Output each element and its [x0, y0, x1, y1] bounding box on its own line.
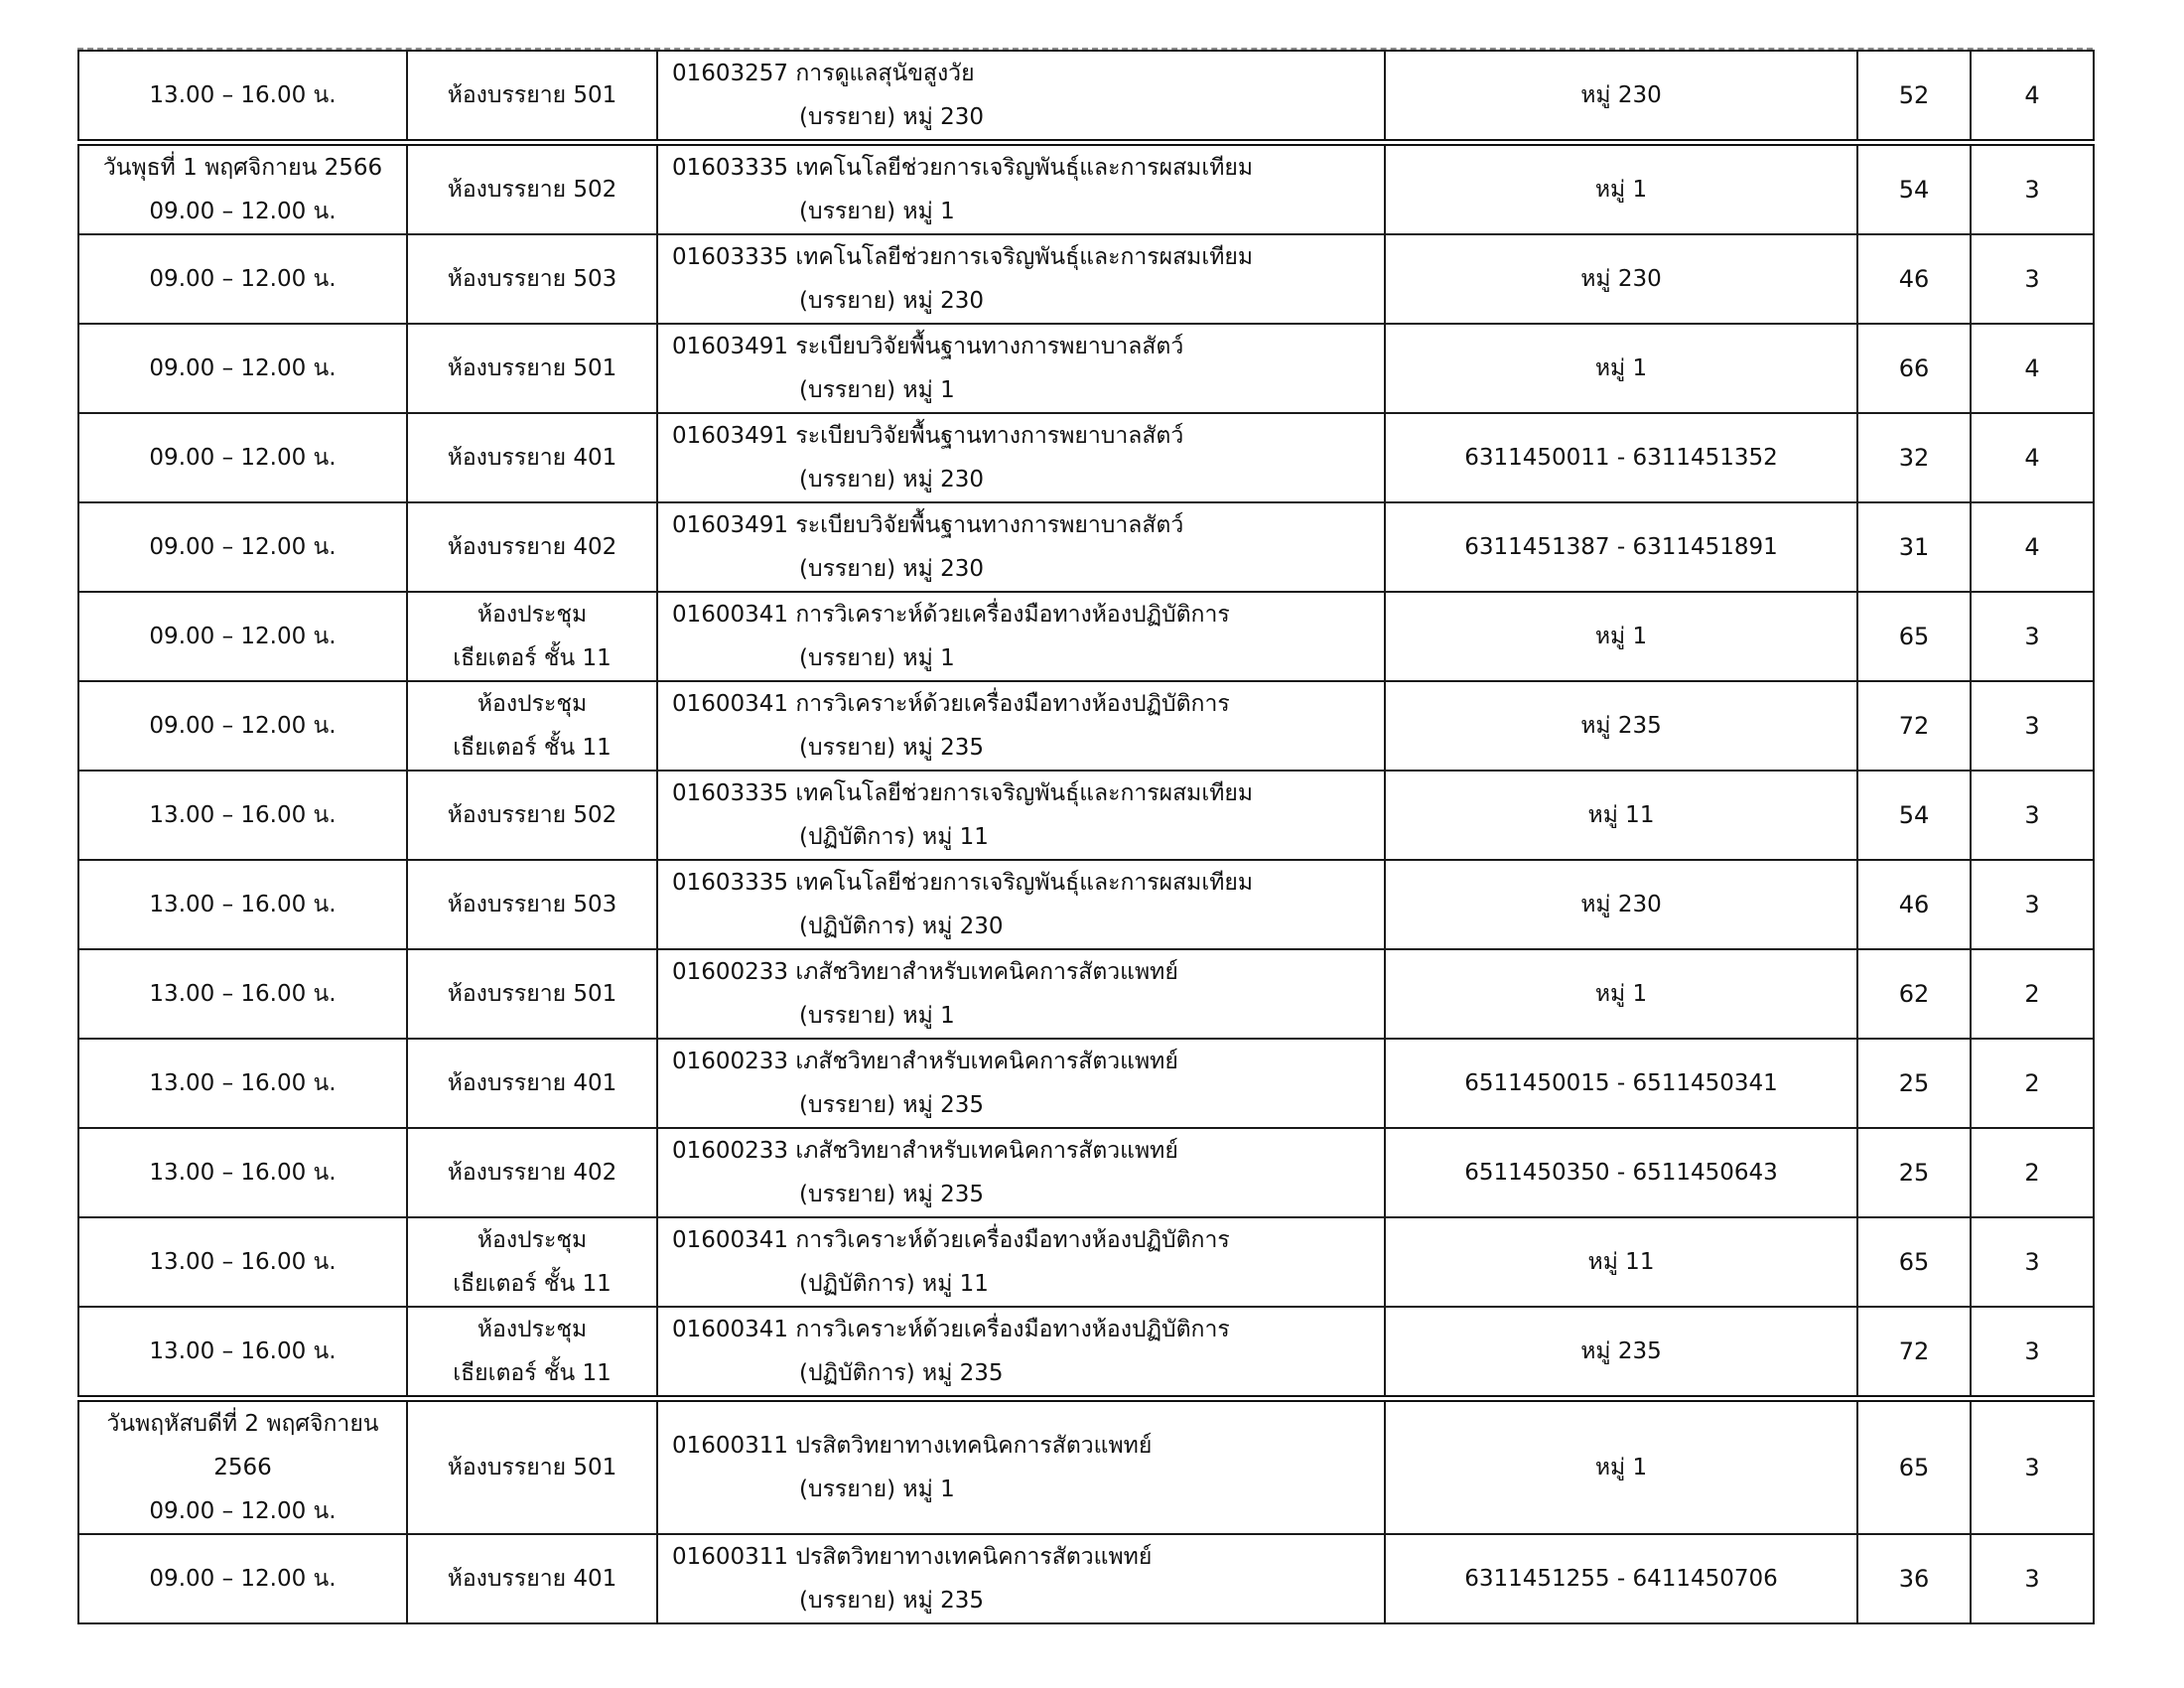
student-group-cell: หมู่ 11: [1385, 771, 1857, 860]
credit-cell: 2: [1971, 1039, 2094, 1128]
credit-cell: 3: [1971, 860, 2094, 949]
student-count-cell: 54: [1857, 143, 1971, 235]
course-code-title: 01600233 เภสัชวิทยาสำหรับเทคนิคการสัตวแพทย์: [672, 959, 1178, 985]
course-section: (ปฏิบัติการ) หมู่ 11: [799, 824, 989, 850]
time-slot: 13.00 – 16.00 น.: [149, 802, 337, 828]
room-name: ห้องบรรยาย 401: [447, 1566, 617, 1592]
time-slot: 13.00 – 16.00 น.: [149, 1249, 337, 1275]
course-cell: [657, 324, 1385, 413]
course-code-title: 01600233 เภสัชวิทยาสำหรับเทคนิคการสัตวแพทย์: [672, 1049, 1178, 1074]
exam-day-label: วันพุธที่ 1 พฤศจิกายน 2566: [102, 155, 383, 181]
date-time-cell: [78, 324, 407, 413]
course-code-title: 01600311 ปรสิตวิทยาทางเทคนิคการสัตวแพทย์: [672, 1433, 1153, 1459]
room-cell: [407, 1039, 657, 1128]
room-name: เธียเตอร์ ชั้น 11: [453, 645, 612, 671]
room-name: เธียเตอร์ ชั้น 11: [453, 735, 612, 761]
room-name: ห้องบรรยาย 401: [447, 1070, 617, 1096]
time-slot: 13.00 – 16.00 น.: [149, 82, 337, 108]
course-section: (ปฏิบัติการ) หมู่ 11: [799, 1271, 989, 1297]
course-section: (บรรยาย) หมู่ 235: [799, 1588, 984, 1614]
course-cell: [657, 51, 1385, 143]
room-cell: [407, 502, 657, 592]
room-name: ห้องประชุม: [477, 1227, 588, 1253]
credit-cell: 2: [1971, 949, 2094, 1039]
student-count-cell: 25: [1857, 1128, 1971, 1217]
student-group-cell: หมู่ 235: [1385, 1307, 1857, 1399]
course-cell: [657, 1307, 1385, 1399]
date-time-cell: [78, 1399, 407, 1535]
course-cell: [657, 502, 1385, 592]
student-group-cell: หมู่ 11: [1385, 1217, 1857, 1307]
exam-day-label: วันพฤหัสบดีที่ 2 พฤศจิกายน 2566: [106, 1411, 379, 1480]
student-group-cell: 6311451255 - 6411450706: [1385, 1534, 1857, 1623]
schedule-row: [78, 234, 2094, 324]
course-section: (บรรยาย) หมู่ 235: [799, 1182, 984, 1207]
course-code-title: 01603257 การดูแลสุนัขสูงวัย: [672, 61, 975, 86]
student-count-cell: 52: [1857, 51, 1971, 143]
course-section: (บรรยาย) หมู่ 230: [799, 467, 984, 492]
student-count-cell: 46: [1857, 860, 1971, 949]
time-slot: 09.00 – 12.00 น.: [149, 1566, 337, 1592]
schedule-row: [78, 1399, 2094, 1535]
schedule-row: [78, 949, 2094, 1039]
room-name: ห้องบรรยาย 402: [447, 1160, 617, 1186]
time-slot: 09.00 – 12.00 น.: [149, 355, 337, 381]
room-cell: [407, 592, 657, 681]
course-section: (บรรยาย) หมู่ 230: [799, 288, 984, 314]
time-slot: 09.00 – 12.00 น.: [149, 199, 337, 224]
course-code-title: 01600311 ปรสิตวิทยาทางเทคนิคการสัตวแพทย์: [672, 1544, 1153, 1570]
time-slot: 13.00 – 16.00 น.: [149, 1338, 337, 1364]
student-group-cell: หมู่ 230: [1385, 51, 1857, 143]
course-cell: [657, 949, 1385, 1039]
time-slot: 13.00 – 16.00 น.: [149, 981, 337, 1007]
date-time-cell: [78, 413, 407, 502]
student-group-cell: หมู่ 1: [1385, 1399, 1857, 1535]
date-time-cell: [78, 1534, 407, 1623]
time-slot: 09.00 – 12.00 น.: [149, 1498, 337, 1524]
date-time-cell: [78, 592, 407, 681]
room-cell: [407, 1217, 657, 1307]
time-slot: 09.00 – 12.00 น.: [149, 713, 337, 739]
student-count-cell: 65: [1857, 592, 1971, 681]
date-time-cell: [78, 681, 407, 771]
course-section: (บรรยาย) หมู่ 230: [799, 104, 984, 130]
schedule-row: [78, 592, 2094, 681]
course-code-title: 01600341 การวิเคราะห์ด้วยเครื่องมือทางห้องปฏิบัติการ: [672, 602, 1230, 628]
schedule-row: [78, 143, 2094, 235]
course-section: (บรรยาย) หมู่ 1: [799, 199, 955, 224]
credit-cell: 3: [1971, 234, 2094, 324]
course-section: (บรรยาย) หมู่ 235: [799, 735, 984, 761]
exam-schedule-table: [77, 50, 2095, 1624]
room-cell: [407, 51, 657, 143]
credit-cell: 3: [1971, 1307, 2094, 1399]
student-group-cell: หมู่ 235: [1385, 681, 1857, 771]
time-slot: 09.00 – 12.00 น.: [149, 445, 337, 471]
room-name: ห้องประชุม: [477, 691, 588, 717]
credit-cell: 4: [1971, 324, 2094, 413]
date-time-cell: [78, 771, 407, 860]
time-slot: 13.00 – 16.00 น.: [149, 892, 337, 917]
room-name: เธียเตอร์ ชั้น 11: [453, 1360, 612, 1386]
course-cell: [657, 413, 1385, 502]
student-count-cell: 66: [1857, 324, 1971, 413]
course-code-title: 01603335 เทคโนโลยีช่วยการเจริญพันธุ์และการผสมเทียม: [672, 870, 1253, 896]
credit-cell: 3: [1971, 1217, 2094, 1307]
schedule-row: [78, 502, 2094, 592]
room-name: ห้องบรรยาย 401: [447, 445, 617, 471]
room-cell: [407, 949, 657, 1039]
room-cell: [407, 1307, 657, 1399]
course-cell: [657, 1399, 1385, 1535]
course-cell: [657, 592, 1385, 681]
schedule-row: [78, 771, 2094, 860]
schedule-row: [78, 1128, 2094, 1217]
credit-cell: 4: [1971, 51, 2094, 143]
course-code-title: 01603491 ระเบียบวิจัยพื้นฐานทางการพยาบาลสัตว์: [672, 423, 1184, 449]
credit-cell: 3: [1971, 681, 2094, 771]
course-cell: [657, 1217, 1385, 1307]
date-time-cell: [78, 949, 407, 1039]
credit-cell: 3: [1971, 143, 2094, 235]
course-code-title: 01600341 การวิเคราะห์ด้วยเครื่องมือทางห้องปฏิบัติการ: [672, 1227, 1230, 1253]
course-code-title: 01603335 เทคโนโลยีช่วยการเจริญพันธุ์และการผสมเทียม: [672, 244, 1253, 270]
course-section: (บรรยาย) หมู่ 1: [799, 377, 955, 403]
course-cell: [657, 681, 1385, 771]
course-cell: [657, 1039, 1385, 1128]
room-cell: [407, 681, 657, 771]
date-time-cell: [78, 143, 407, 235]
student-group-cell: หมู่ 230: [1385, 234, 1857, 324]
time-slot: 13.00 – 16.00 น.: [149, 1160, 337, 1186]
time-slot: 09.00 – 12.00 น.: [149, 266, 337, 292]
date-time-cell: [78, 1307, 407, 1399]
course-section: (บรรยาย) หมู่ 235: [799, 1092, 984, 1118]
time-slot: 13.00 – 16.00 น.: [149, 1070, 337, 1096]
student-count-cell: 46: [1857, 234, 1971, 324]
course-code-title: 01600341 การวิเคราะห์ด้วยเครื่องมือทางห้องปฏิบัติการ: [672, 691, 1230, 717]
student-count-cell: 72: [1857, 681, 1971, 771]
room-cell: [407, 771, 657, 860]
room-cell: [407, 234, 657, 324]
time-slot: 09.00 – 12.00 น.: [149, 534, 337, 560]
student-group-cell: 6511450015 - 6511450341: [1385, 1039, 1857, 1128]
course-section: (บรรยาย) หมู่ 1: [799, 645, 955, 671]
course-cell: [657, 860, 1385, 949]
schedule-row: [78, 1039, 2094, 1128]
credit-cell: 4: [1971, 413, 2094, 502]
credit-cell: 3: [1971, 592, 2094, 681]
student-count-cell: 65: [1857, 1217, 1971, 1307]
student-count-cell: 36: [1857, 1534, 1971, 1623]
credit-cell: 3: [1971, 1534, 2094, 1623]
student-count-cell: 54: [1857, 771, 1971, 860]
course-code-title: 01600341 การวิเคราะห์ด้วยเครื่องมือทางห้องปฏิบัติการ: [672, 1317, 1230, 1342]
room-cell: [407, 1399, 657, 1535]
credit-cell: 2: [1971, 1128, 2094, 1217]
credit-cell: 4: [1971, 502, 2094, 592]
course-section: (ปฏิบัติการ) หมู่ 230: [799, 914, 1004, 939]
credit-cell: 3: [1971, 1399, 2094, 1535]
course-code-title: 01603335 เทคโนโลยีช่วยการเจริญพันธุ์และการผสมเทียม: [672, 780, 1253, 806]
student-count-cell: 32: [1857, 413, 1971, 502]
course-section: (บรรยาย) หมู่ 1: [799, 1477, 955, 1502]
room-cell: [407, 413, 657, 502]
room-name: ห้องบรรยาย 501: [447, 1455, 617, 1480]
course-cell: [657, 771, 1385, 860]
student-count-cell: 25: [1857, 1039, 1971, 1128]
room-name: ห้องบรรยาย 402: [447, 534, 617, 560]
schedule-table-body: [78, 51, 2094, 1623]
credit-cell: 3: [1971, 771, 2094, 860]
date-time-cell: [78, 234, 407, 324]
student-count-cell: 62: [1857, 949, 1971, 1039]
schedule-row: [78, 324, 2094, 413]
student-group-cell: หมู่ 1: [1385, 592, 1857, 681]
student-count-cell: 72: [1857, 1307, 1971, 1399]
room-name: ห้องประชุม: [477, 1317, 588, 1342]
course-code-title: 01600233 เภสัชวิทยาสำหรับเทคนิคการสัตวแพทย์: [672, 1138, 1178, 1164]
room-name: ห้องบรรยาย 501: [447, 981, 617, 1007]
student-group-cell: 6311450011 - 6311451352: [1385, 413, 1857, 502]
room-name: เธียเตอร์ ชั้น 11: [453, 1271, 612, 1297]
course-cell: [657, 143, 1385, 235]
student-group-cell: 6311451387 - 6311451891: [1385, 502, 1857, 592]
student-group-cell: หมู่ 230: [1385, 860, 1857, 949]
student-group-cell: หมู่ 1: [1385, 324, 1857, 413]
student-group-cell: 6511450350 - 6511450643: [1385, 1128, 1857, 1217]
room-name: ห้องบรรยาย 503: [447, 892, 617, 917]
room-cell: [407, 1128, 657, 1217]
course-code-title: 01603491 ระเบียบวิจัยพื้นฐานทางการพยาบาลสัตว์: [672, 512, 1184, 538]
room-name: ห้องบรรยาย 501: [447, 82, 617, 108]
date-time-cell: [78, 1128, 407, 1217]
room-cell: [407, 324, 657, 413]
student-count-cell: 31: [1857, 502, 1971, 592]
time-slot: 09.00 – 12.00 น.: [149, 624, 337, 649]
course-section: (บรรยาย) หมู่ 1: [799, 1003, 955, 1029]
date-time-cell: [78, 502, 407, 592]
room-cell: [407, 860, 657, 949]
course-code-title: 01603335 เทคโนโลยีช่วยการเจริญพันธุ์และการผสมเทียม: [672, 155, 1253, 181]
schedule-row: [78, 860, 2094, 949]
date-time-cell: [78, 51, 407, 143]
room-name: ห้องประชุม: [477, 602, 588, 628]
room-name: ห้องบรรยาย 501: [447, 355, 617, 381]
schedule-row: [78, 413, 2094, 502]
course-code-title: 01603491 ระเบียบวิจัยพื้นฐานทางการพยาบาลสัตว์: [672, 334, 1184, 359]
schedule-row: [78, 681, 2094, 771]
room-cell: [407, 1534, 657, 1623]
schedule-row: [78, 1307, 2094, 1399]
schedule-row: [78, 1217, 2094, 1307]
schedule-row: [78, 51, 2094, 143]
room-name: ห้องบรรยาย 502: [447, 177, 617, 203]
course-cell: [657, 1128, 1385, 1217]
student-group-cell: หมู่ 1: [1385, 143, 1857, 235]
date-time-cell: [78, 1217, 407, 1307]
date-time-cell: [78, 860, 407, 949]
room-name: ห้องบรรยาย 503: [447, 266, 617, 292]
date-time-cell: [78, 1039, 407, 1128]
course-section: (บรรยาย) หมู่ 230: [799, 556, 984, 582]
course-cell: [657, 234, 1385, 324]
schedule-row: [78, 1534, 2094, 1623]
student-group-cell: หมู่ 1: [1385, 949, 1857, 1039]
course-section: (ปฏิบัติการ) หมู่ 235: [799, 1360, 1004, 1386]
exam-schedule-sheet: [77, 50, 2093, 1624]
student-count-cell: 65: [1857, 1399, 1971, 1535]
course-cell: [657, 1534, 1385, 1623]
room-name: ห้องบรรยาย 502: [447, 802, 617, 828]
room-cell: [407, 143, 657, 235]
